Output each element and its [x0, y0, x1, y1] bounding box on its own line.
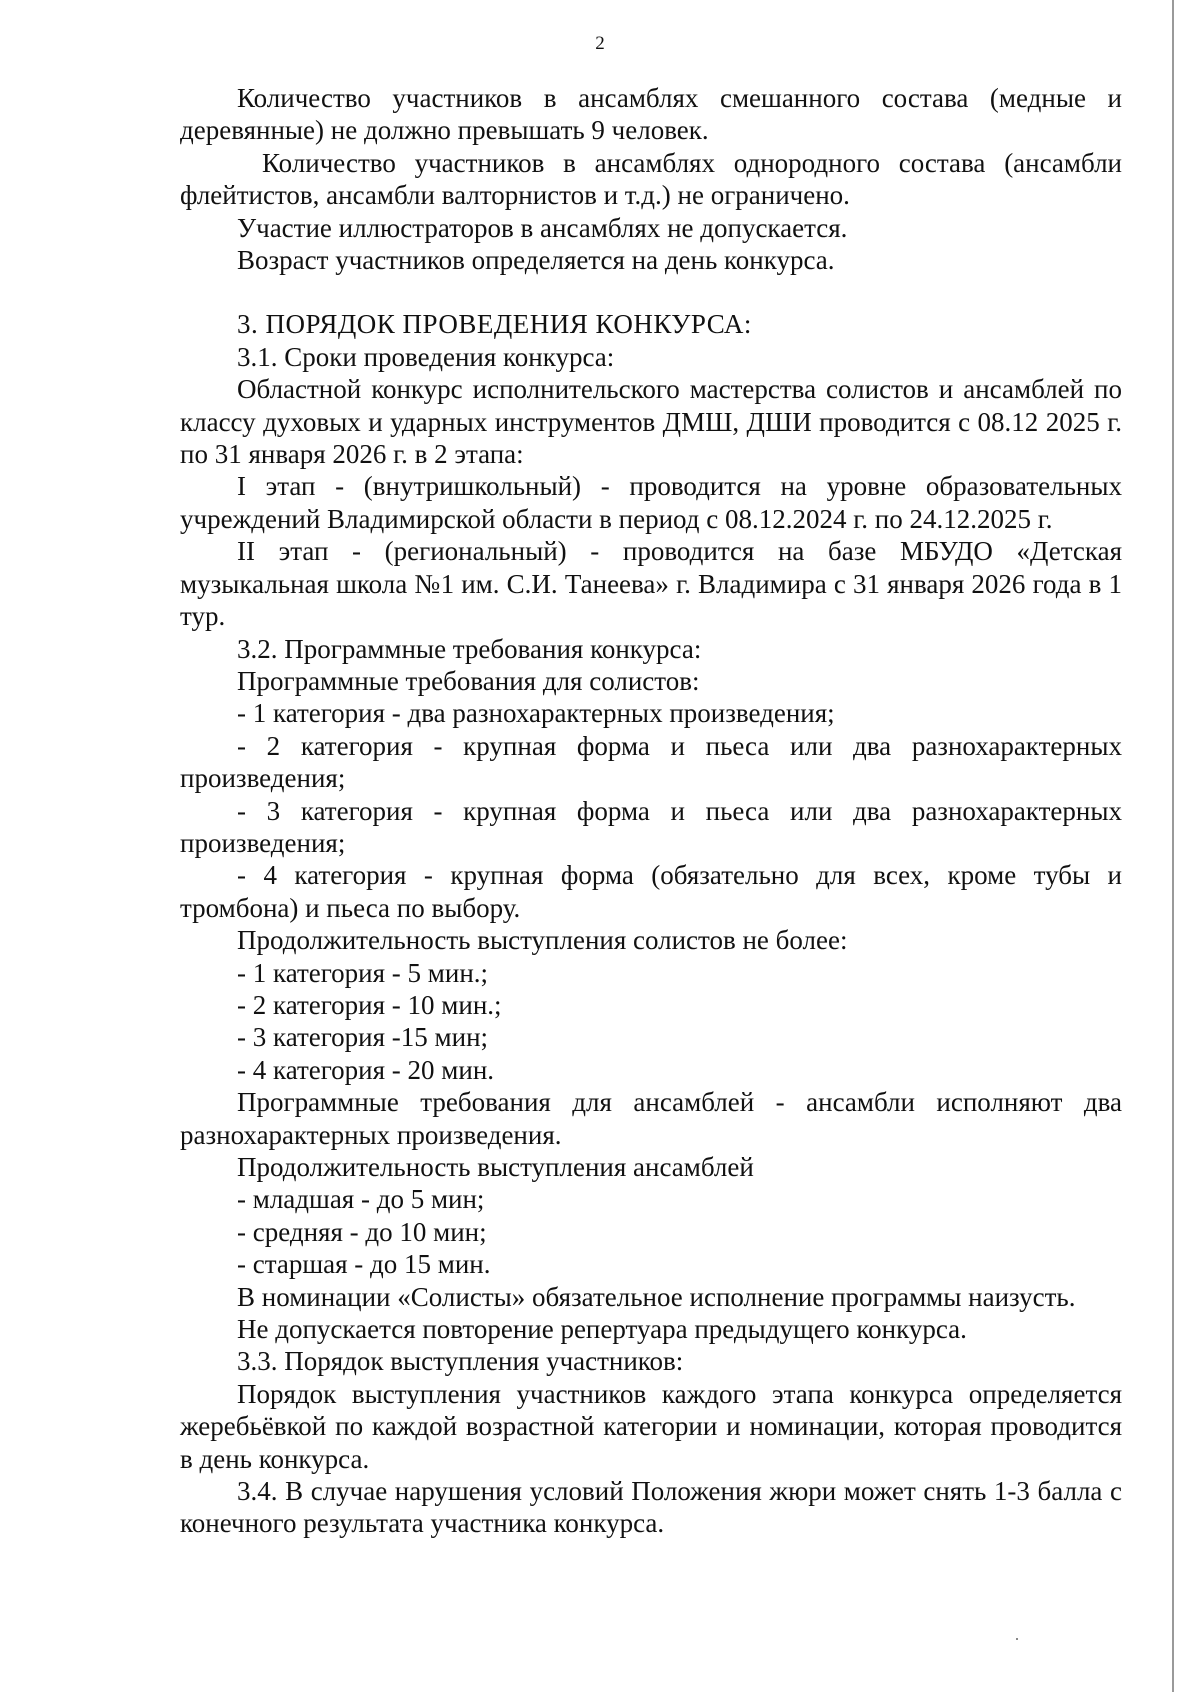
ensemble-senior-duration: - старшая - до 15 мин.	[237, 1249, 491, 1280]
category-4-requirement: - 4 категория - крупная форма (обязательно для всех, кроме тубы и тромбона) и пьеса по выбору.	[180, 860, 1122, 923]
soloists-duration-heading: Продолжительность выступления солистов не более:	[237, 925, 848, 956]
section-3-1-text: Областной конкурс исполнительского мастерства солистов и ансамблей по классу духовых и ударных инструментов ДМШ, ДШИ проводится с 08.12 2025 г. по 31 января 2026 г. в 2 этапа:	[180, 374, 1122, 470]
ensemble-middle-duration: - средняя - до 10 мин;	[237, 1216, 487, 1247]
section-3-3-heading: 3.3. Порядок выступления участников:	[237, 1346, 684, 1377]
category-3-requirement: - 3 категория - крупная форма и пьеса или два разнохарактерных произведения;	[180, 795, 1122, 858]
section-3-3-text: Порядок выступления участников каждого этапа конкурса определяется жеребьёвкой по каждой возрастной категории и номинации, которая проводится в день конкурса.	[180, 1378, 1122, 1474]
paragraph-homogeneous-ensemble: Количество участников в ансамблях однородного состава (ансамбли флейтистов, ансамбли валторнистов и т.д.) не ограничено.	[180, 147, 1122, 211]
category-3-duration: - 3 категория -15 мин;	[237, 1022, 489, 1053]
category-2-requirement: - 2 категория - крупная форма и пьеса или два разнохарактерных произведения;	[180, 730, 1122, 794]
ensembles-duration-heading: Продолжительность выступления ансамблей	[237, 1152, 754, 1182]
paragraph-mixed-ensemble-limit: Количество участников в ансамблях смешанного состава (медные и деревянные) не должно превышать 9 человек.	[180, 83, 1122, 146]
section-gap	[180, 276, 1122, 308]
category-2-duration: - 2 категория - 10 мин.;	[237, 989, 502, 1020]
scan-speck	[1016, 1638, 1018, 1640]
section-3-1-heading: 3.1. Сроки проведения конкурса:	[237, 341, 615, 372]
section-3-2-heading: 3.2. Программные требования конкурса:	[237, 633, 702, 664]
document-body	[180, 82, 1122, 1540]
category-1-duration: - 1 категория - 5 мин.;	[237, 957, 489, 988]
stage-2-text: II этап - (региональный) - проводится на базе МБУДО «Детская музыкальная школа №1 им. С.И. Танеева» г. Владимира с 31 января 2026 года в 1 тур.	[180, 536, 1122, 632]
paragraph-age: Возраст участников определяется на день конкурса.	[237, 245, 835, 276]
repertoire-rule: Не допускается повторение репертуара предыдущего конкурса.	[237, 1314, 967, 1345]
category-4-duration: - 4 категория - 20 мин.	[237, 1054, 495, 1085]
scan-edge-line	[1172, 0, 1174, 1692]
ensembles-requirements: Программные требования для ансамблей - ансамбли исполняют два разнохарактерных произведения.	[180, 1087, 1122, 1150]
section-3-heading: 3. ПОРЯДОК ПРОВЕДЕНИЯ КОНКУРСА:	[237, 309, 752, 340]
soloists-requirements-heading: Программные требования для солистов:	[237, 665, 700, 696]
section-3-4-text: 3.4. В случае нарушения условий Положения жюри может снять 1-3 балла с конечного результата участника конкурса.	[180, 1476, 1122, 1539]
ensemble-junior-duration: - младшая - до 5 мин;	[237, 1184, 485, 1215]
page-number: 2	[595, 33, 605, 54]
category-1-requirement: - 1 категория - два разнохарактерных произведения;	[237, 698, 835, 729]
paragraph-illustrators: Участие иллюстраторов в ансамблях не допускается.	[237, 212, 848, 243]
stage-1-text: I этап - (внутришкольный) - проводится на уровне образовательных учреждений Владимирской области в период с 08.12.2024 г. по 24.12.2025 г.	[180, 471, 1122, 534]
memory-rule: В номинации «Солисты» обязательное исполнение программы наизусть.	[237, 1281, 1076, 1312]
